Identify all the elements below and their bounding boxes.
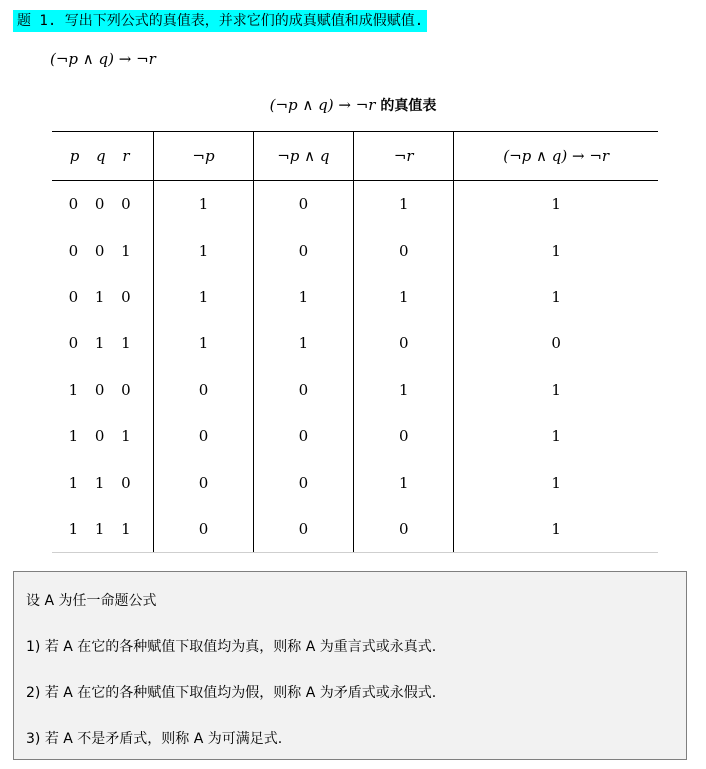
table-row <box>52 506 658 553</box>
cell-implication: 1 <box>454 459 658 505</box>
cell-not-r: 1 <box>354 181 454 228</box>
cell-not-p: 1 <box>154 320 253 366</box>
cell-pqr: 0 1 1 <box>68 334 137 353</box>
cell-not-p-and-q: 0 <box>253 506 353 553</box>
cell-pqr: 0 0 0 <box>68 195 137 214</box>
cell-not-p-and-q: 0 <box>253 413 353 459</box>
header-implication: (¬p ∧ q) → ¬r <box>454 132 658 181</box>
cell-not-p: 0 <box>154 413 253 459</box>
cell-not-p-and-q: 1 <box>253 274 353 320</box>
cell-implication: 1 <box>454 227 658 273</box>
cell-not-r: 1 <box>354 459 454 505</box>
header-not-p: ¬p <box>154 132 253 181</box>
cell-pqr: 1 1 0 <box>68 473 137 492</box>
cell-not-p-and-q: 0 <box>253 227 353 273</box>
cell-not-p: 0 <box>154 459 253 505</box>
cell-implication: 1 <box>454 506 658 553</box>
cell-not-p-and-q: 1 <box>253 320 353 366</box>
table-caption <box>0 95 706 115</box>
cell-not-p-and-q: 0 <box>253 459 353 505</box>
cell-implication: 1 <box>454 274 658 320</box>
header-pqr: p q r <box>52 132 154 181</box>
caption-formula: (¬p ∧ q) → ¬r <box>269 96 376 114</box>
cell-not-r: 1 <box>354 274 454 320</box>
cell-not-r: 0 <box>354 506 454 553</box>
question-title: 题 1. 写出下列公式的真值表，并求它们的成真赋值和成假赋值. <box>13 10 427 32</box>
cell-not-p: 1 <box>154 274 253 320</box>
header-not-r: ¬r <box>354 132 454 181</box>
cell-not-r: 0 <box>354 413 454 459</box>
truth-table <box>52 131 658 553</box>
table-row <box>52 459 658 505</box>
cell-not-p: 0 <box>154 506 253 553</box>
table-row <box>52 181 658 228</box>
definition-item-satisfiable: 3) 若 A 不是矛盾式，则称 A 为可满足式. <box>26 731 283 747</box>
table-row <box>52 227 658 273</box>
cell-pqr: 0 1 0 <box>68 287 137 306</box>
table-header-row <box>52 132 658 181</box>
cell-pqr: 0 0 1 <box>68 241 137 260</box>
definition-item-tautology: 1) 若 A 在它的各种赋值下取值均为真，则称 A 为重言式或永真式. <box>26 639 437 655</box>
cell-not-p-and-q: 0 <box>253 181 353 228</box>
cell-not-p: 0 <box>154 367 253 413</box>
cell-implication: 1 <box>454 181 658 228</box>
table-row <box>52 274 658 320</box>
cell-implication: 0 <box>454 320 658 366</box>
cell-not-r: 0 <box>354 227 454 273</box>
header-not-p-and-q: ¬p ∧ q <box>253 132 353 181</box>
cell-pqr: 1 1 1 <box>52 506 154 553</box>
cell-implication: 1 <box>454 413 658 459</box>
definition-intro: 设 A 为任一命题公式 <box>26 593 157 609</box>
table-row <box>52 413 658 459</box>
cell-pqr: 1 0 1 <box>68 427 137 446</box>
cell-not-p: 1 <box>154 181 253 228</box>
definition-item-contradiction: 2) 若 A 在它的各种赋值下取值均为假，则称 A 为矛盾式或永假式. <box>26 685 437 701</box>
question-formula: (¬p ∧ q) → ¬r <box>50 50 156 68</box>
cell-not-p: 1 <box>154 227 253 273</box>
cell-not-r: 0 <box>354 320 454 366</box>
table-row <box>52 320 658 366</box>
cell-pqr: 1 0 0 <box>68 380 137 399</box>
cell-implication: 1 <box>454 367 658 413</box>
caption-text: 的真值表 <box>375 98 437 114</box>
cell-not-p-and-q: 0 <box>253 367 353 413</box>
definition-box <box>13 571 687 760</box>
cell-not-r: 1 <box>354 367 454 413</box>
table-row <box>52 367 658 413</box>
